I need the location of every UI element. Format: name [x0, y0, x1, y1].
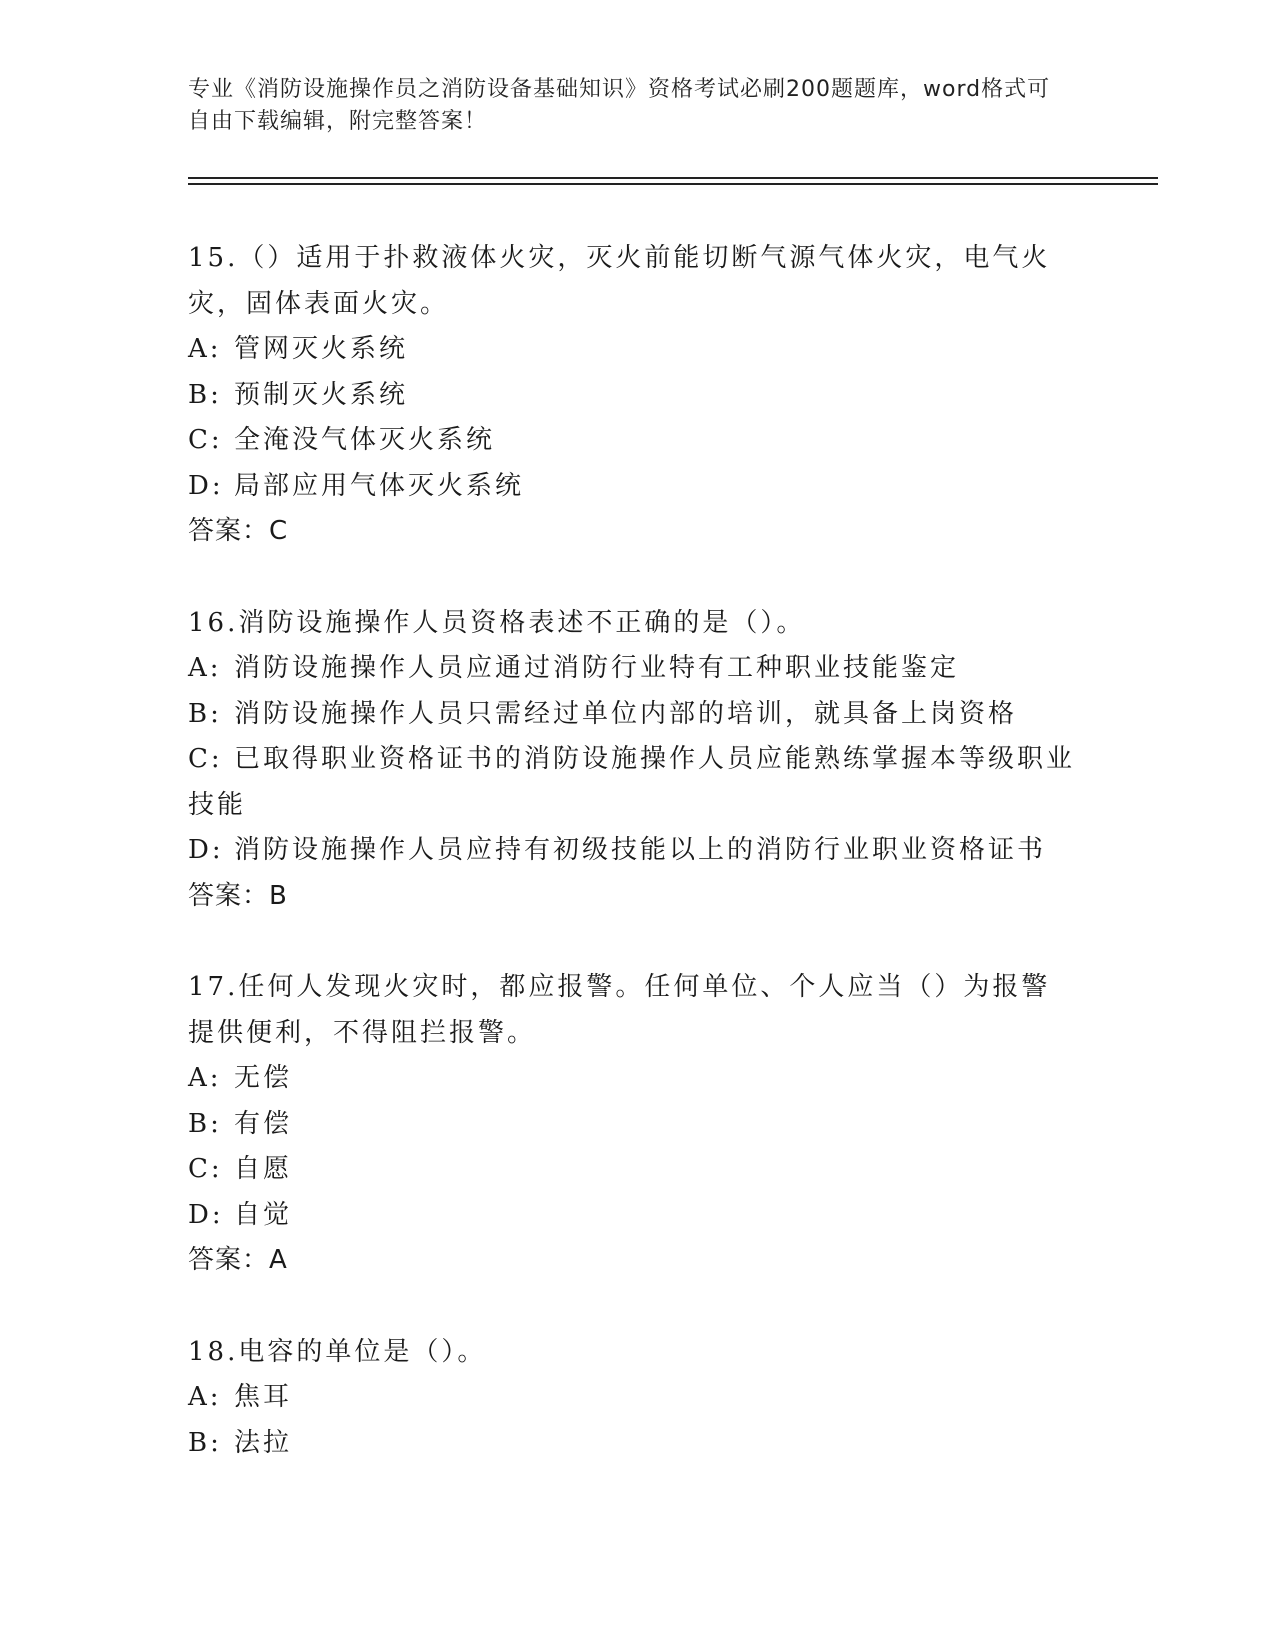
- option-text: 有偿: [234, 1108, 293, 1139]
- option-a: [188, 1375, 1078, 1421]
- option-d: [188, 1193, 1078, 1239]
- option-text: 预制灭火系统: [234, 379, 409, 410]
- option-text: 消防设施操作人员应通过消防行业特有工种职业技能鉴定: [234, 653, 960, 683]
- option-letter: D:: [188, 1199, 224, 1230]
- question-17: [188, 965, 1078, 1284]
- header-title: 专业《消防设施操作员之消防设备基础知识》资格考试必刷200题题库，word格式可自由下载编辑，附完整答案！: [188, 77, 1051, 134]
- question-stem: （）适用于扑救液体火灾，灭火前能切断气源气体火灾，电气火灾，固体表面火灾。: [188, 243, 1051, 319]
- header-divider-top: [188, 177, 1158, 179]
- question-18: [188, 1330, 1078, 1467]
- question-text: [188, 601, 1078, 647]
- question-text: [188, 236, 1078, 327]
- option-text: 局部应用气体灭火系统: [234, 470, 525, 501]
- question-stem: 电容的单位是（）。: [238, 1336, 487, 1367]
- option-c: [188, 1147, 1078, 1193]
- question-16: [188, 601, 1078, 920]
- option-letter: A:: [188, 1063, 222, 1093]
- question-number: 16.: [188, 607, 239, 638]
- option-c: [188, 418, 1078, 464]
- question-number: 15.: [188, 243, 239, 273]
- option-letter: D:: [188, 835, 224, 865]
- option-text: 全淹没气体灭火系统: [234, 425, 496, 455]
- question-text: [188, 965, 1078, 1056]
- option-a: [188, 1056, 1078, 1102]
- option-letter: C:: [188, 425, 223, 455]
- document-header: [188, 74, 1068, 138]
- option-letter: C:: [188, 1154, 223, 1184]
- answer-line: 答案：B: [188, 880, 288, 911]
- header-divider-bottom: [188, 183, 1158, 185]
- option-letter: A:: [188, 1382, 222, 1412]
- option-letter: C:: [188, 744, 223, 774]
- option-text: 焦耳: [234, 1382, 293, 1412]
- option-text: 自觉: [234, 1199, 293, 1230]
- option-text: 已取得职业资格证书的消防设施操作人员应能熟练掌握本等级职业技能: [188, 744, 1076, 820]
- option-text: 无偿: [234, 1063, 293, 1093]
- option-text: 法拉: [234, 1427, 293, 1458]
- option-text: 自愿: [234, 1154, 293, 1184]
- question-stem: 任何人发现火灾时，都应报警。任何单位、个人应当（）为报警提供便利，不得阻拦报警。: [188, 972, 1051, 1048]
- question-list: [188, 236, 1078, 1466]
- option-letter: B:: [188, 698, 222, 729]
- question-number: 17.: [188, 972, 239, 1002]
- option-a: [188, 327, 1078, 373]
- answer-line: 答案：A: [188, 1245, 288, 1275]
- option-c: [188, 737, 1078, 828]
- option-letter: D:: [188, 470, 224, 501]
- option-letter: A:: [188, 334, 222, 364]
- option-b: [188, 692, 1078, 738]
- option-letter: A:: [188, 653, 222, 683]
- option-text: 管网灭火系统: [234, 334, 409, 364]
- answer-line: 答案：C: [188, 516, 289, 546]
- question-stem: 消防设施操作人员资格表述不正确的是（）。: [238, 607, 806, 638]
- option-letter: B:: [188, 1427, 222, 1458]
- option-letter: B:: [188, 379, 222, 410]
- question-text: [188, 1330, 1078, 1376]
- option-letter: B:: [188, 1108, 222, 1139]
- option-b: [188, 1421, 1078, 1467]
- option-a: [188, 646, 1078, 692]
- option-b: [188, 373, 1078, 419]
- option-text: 消防设施操作人员只需经过单位内部的培训，就具备上岗资格: [234, 698, 1018, 729]
- question-15: [188, 236, 1078, 555]
- option-b: [188, 1102, 1078, 1148]
- question-number: 18.: [188, 1336, 239, 1367]
- option-text: 消防设施操作人员应持有初级技能以上的消防行业职业资格证书: [234, 835, 1047, 865]
- option-d: [188, 464, 1078, 510]
- option-d: [188, 828, 1078, 874]
